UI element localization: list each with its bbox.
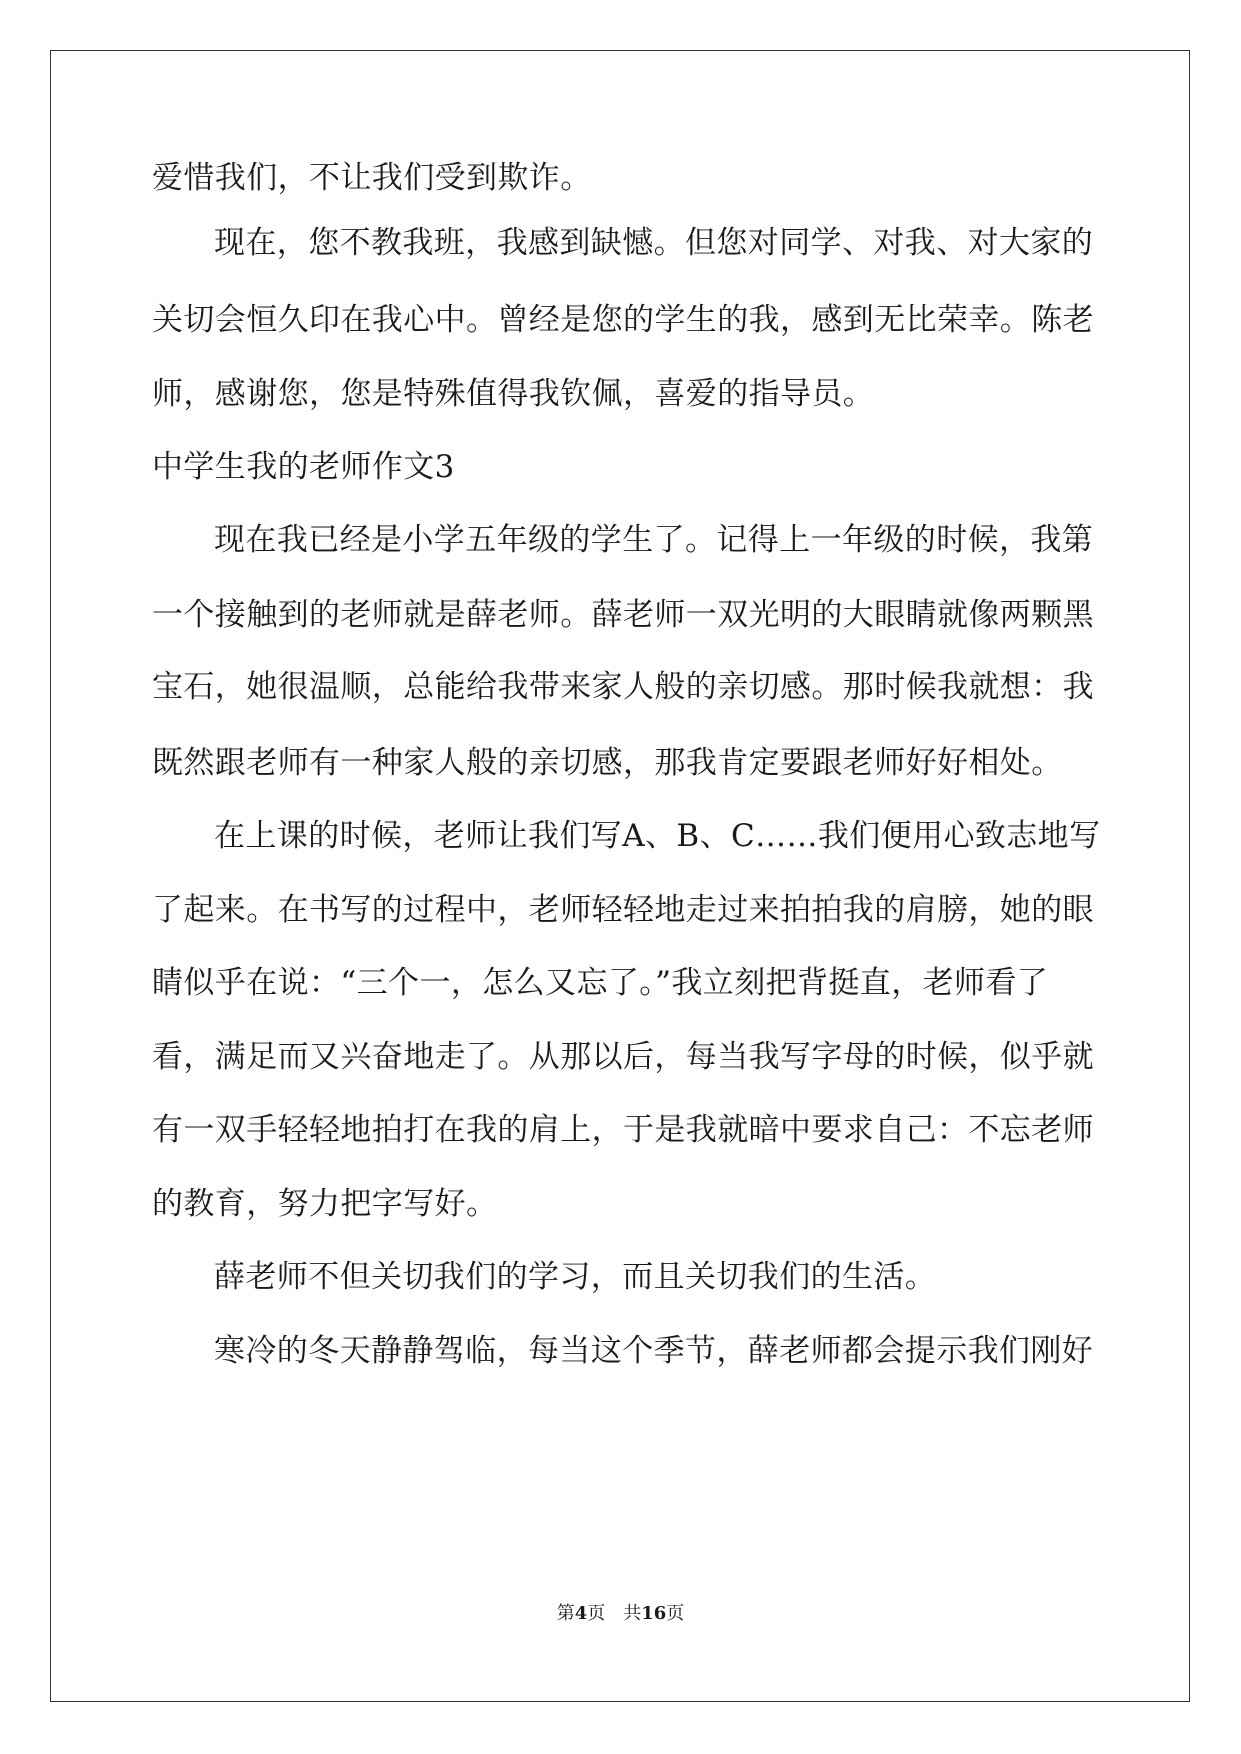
text-line: 了起来。在书写的过程中，老师轻轻地走过来拍拍我的肩膀，她的眼 (152, 892, 1094, 928)
total-page-count: 16 (641, 1603, 667, 1624)
text-line: 既然跟老师有一种家人般的亲切感，那我肯定要跟老师好好相处。 (152, 745, 1063, 781)
total-prefix: 共 (623, 1603, 642, 1624)
paragraph-first-line: 现在，您不教我班，我感到缺憾。但您对同学、对我、对大家的 (214, 225, 1094, 261)
section-heading: 中学生我的老师作文3 (152, 449, 455, 485)
text-line: 一个接触到的老师就是薛老师。薛老师一双光明的大眼睛就像两颗黑 (152, 597, 1094, 633)
page-unit: 页 (587, 1603, 606, 1624)
paragraph-first-line: 现在我已经是小学五年级的学生了。记得上一年级的时候，我第 (214, 522, 1094, 558)
text-line: 有一双手轻轻地拍打在我的肩上，于是我就暗中要求自己：不忘老师 (152, 1112, 1094, 1148)
text-line: 看，满足而又兴奋地走了。从那以后，每当我写字母的时候，似乎就 (152, 1039, 1094, 1075)
text-line: 的教育，努力把字写好。 (152, 1186, 498, 1222)
text-line: 爱惜我们，不让我们受到欺诈。 (152, 160, 592, 196)
paragraph-first-line: 在上课的时候，老师让我们写A、B、C……我们便用心致志地写 (214, 818, 1101, 854)
page-prefix: 第 (556, 1603, 575, 1624)
current-page-number: 4 (574, 1603, 588, 1624)
page-border (50, 50, 1190, 1702)
text-line: 师，感谢您，您是特殊值得我钦佩，喜爱的指导员。 (152, 376, 875, 412)
text-line: 宝石，她很温顺，总能给我带来家人般的亲切感。那时候我就想：我 (152, 669, 1094, 705)
text-line: 睛似乎在说：“三个一，怎么又忘了。”我立刻把背挺直，老师看了 (152, 965, 1049, 1001)
text-line: 关切会恒久印在我心中。曾经是您的学生的我，感到无比荣幸。陈老 (152, 302, 1094, 338)
total-unit: 页 (666, 1603, 685, 1624)
page-footer (0, 1602, 1241, 1626)
paragraph-first-line: 寒冷的冬天静静驾临，每当这个季节，薛老师都会提示我们刚好 (214, 1333, 1094, 1369)
paragraph-first-line: 薛老师不但关切我们的学习，而且关切我们的生活。 (214, 1259, 937, 1295)
